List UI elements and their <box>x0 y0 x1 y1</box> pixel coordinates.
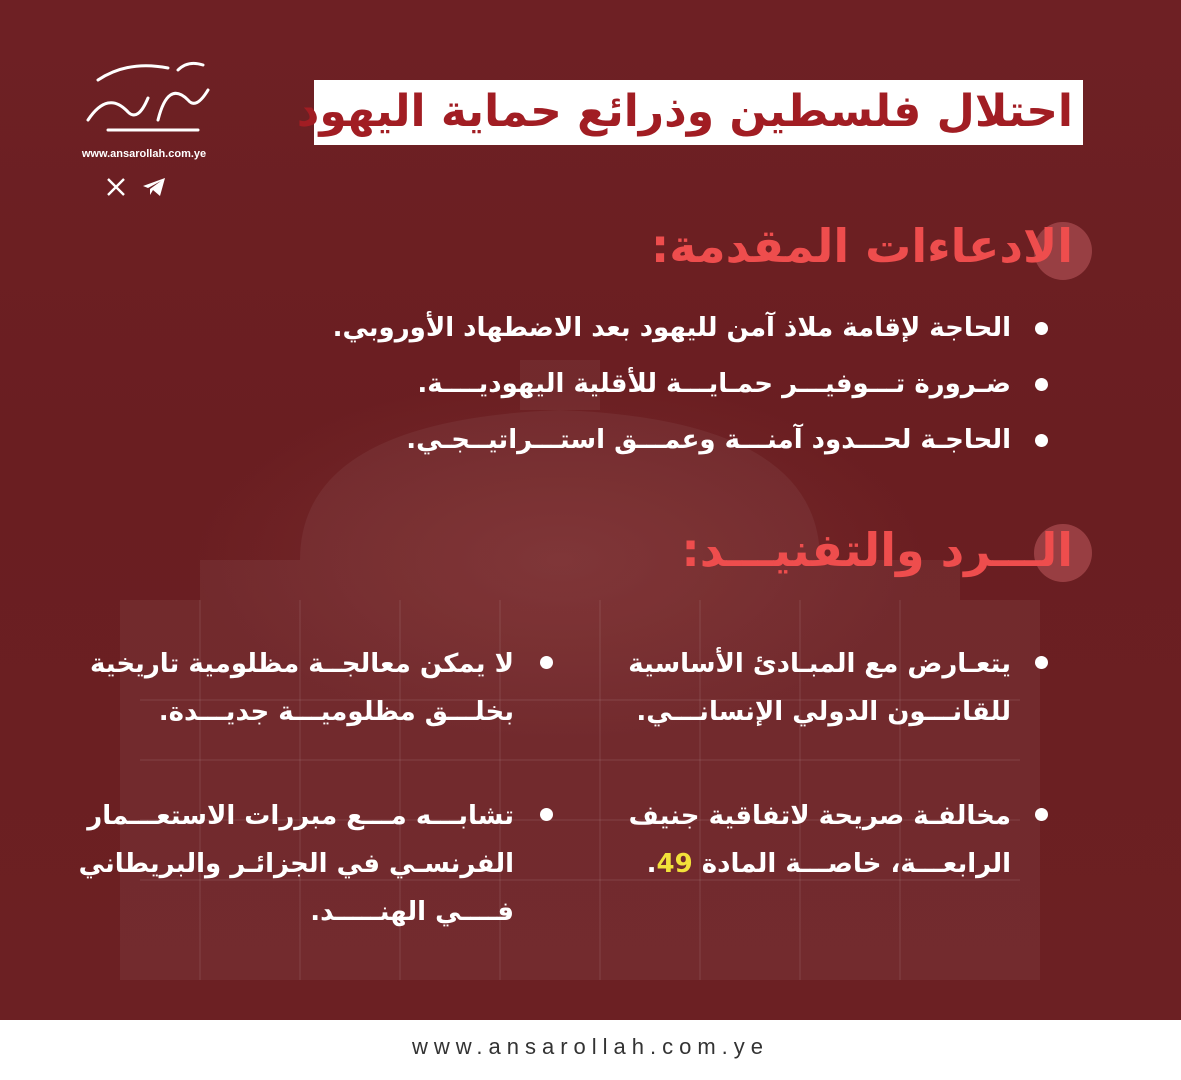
rebuttal-item-3-line-1: لا يمكن معالجــة مظلومية تاريخية <box>89 649 514 679</box>
bullet-dot <box>1035 656 1048 669</box>
bullet-dot <box>1035 808 1048 821</box>
rebuttal-item-3 <box>74 640 514 736</box>
rebuttal-item-4-line-3: فــــي الهنـــــد. <box>310 897 514 927</box>
rebuttal-item-2-text: الرابعـــة، خاصـــة المادة <box>692 849 1011 879</box>
page-title: احتلال فلسطين وذرائع حماية اليهود <box>296 86 1073 137</box>
claim-item-2: ضـرورة تـــوفيـــر حمـايـــة للأقلية اليهوديــــة. <box>417 369 1011 399</box>
bullet-dot <box>1035 322 1048 335</box>
ansarollah-logo <box>68 50 228 170</box>
rebuttal-item-1-line-2: للقانـــون الدولي الإنسانـــي. <box>636 697 1011 727</box>
logo-calligraphy-icon <box>68 50 220 146</box>
rebuttal-item-4-line-2: الفرنسـي في الجزائـر والبريطاني <box>78 849 514 879</box>
rebuttal-item-2-line-1: مخالفـة صريحة لاتفاقية جنيف <box>628 801 1011 831</box>
bullet-dot <box>1035 378 1048 391</box>
rebuttal-item-3-line-2: بخلـــق مظلوميـــة جديـــدة. <box>158 697 514 727</box>
bullet-dot <box>1035 434 1048 447</box>
rebuttal-item-2 <box>591 792 1011 888</box>
footer-url[interactable]: www.ansarollah.com.ye <box>411 1034 770 1059</box>
x-icon[interactable] <box>105 176 127 198</box>
social-icons <box>105 175 175 199</box>
rebuttal-item-4 <box>74 792 514 936</box>
rebuttal-item-1 <box>591 640 1011 736</box>
footer-bar <box>0 1020 1181 1080</box>
title-bar <box>296 80 1083 145</box>
article-number-highlight: 49 <box>656 849 693 879</box>
claims-heading: الادعاءات المقدمة: <box>650 219 1073 273</box>
telegram-icon[interactable] <box>141 176 167 198</box>
rebuttal-item-2-line-2 <box>591 840 1011 888</box>
bullet-dot <box>540 808 553 821</box>
bullet-dot <box>540 656 553 669</box>
rebuttal-item-1-line-1: يتعـارض مع المبـادئ الأساسية <box>628 649 1011 679</box>
logo-url: www.ansarollah.com.ye <box>81 148 207 160</box>
claim-item-3: الحاجـة لحـــدود آمنـــة وعمـــق استـــراتيــجـي. <box>406 425 1011 455</box>
rebuttal-heading: الـــرد والتفنيـــد: <box>681 523 1073 577</box>
rebuttal-item-2-suffix: . <box>646 849 657 879</box>
claim-item-1: الحاجة لإقامة ملاذ آمن لليهود بعد الاضطهاد الأوروبي. <box>332 313 1011 343</box>
rebuttal-item-4-line-1: تشابـــه مـــع مبررات الاستعـــمار <box>87 801 514 831</box>
